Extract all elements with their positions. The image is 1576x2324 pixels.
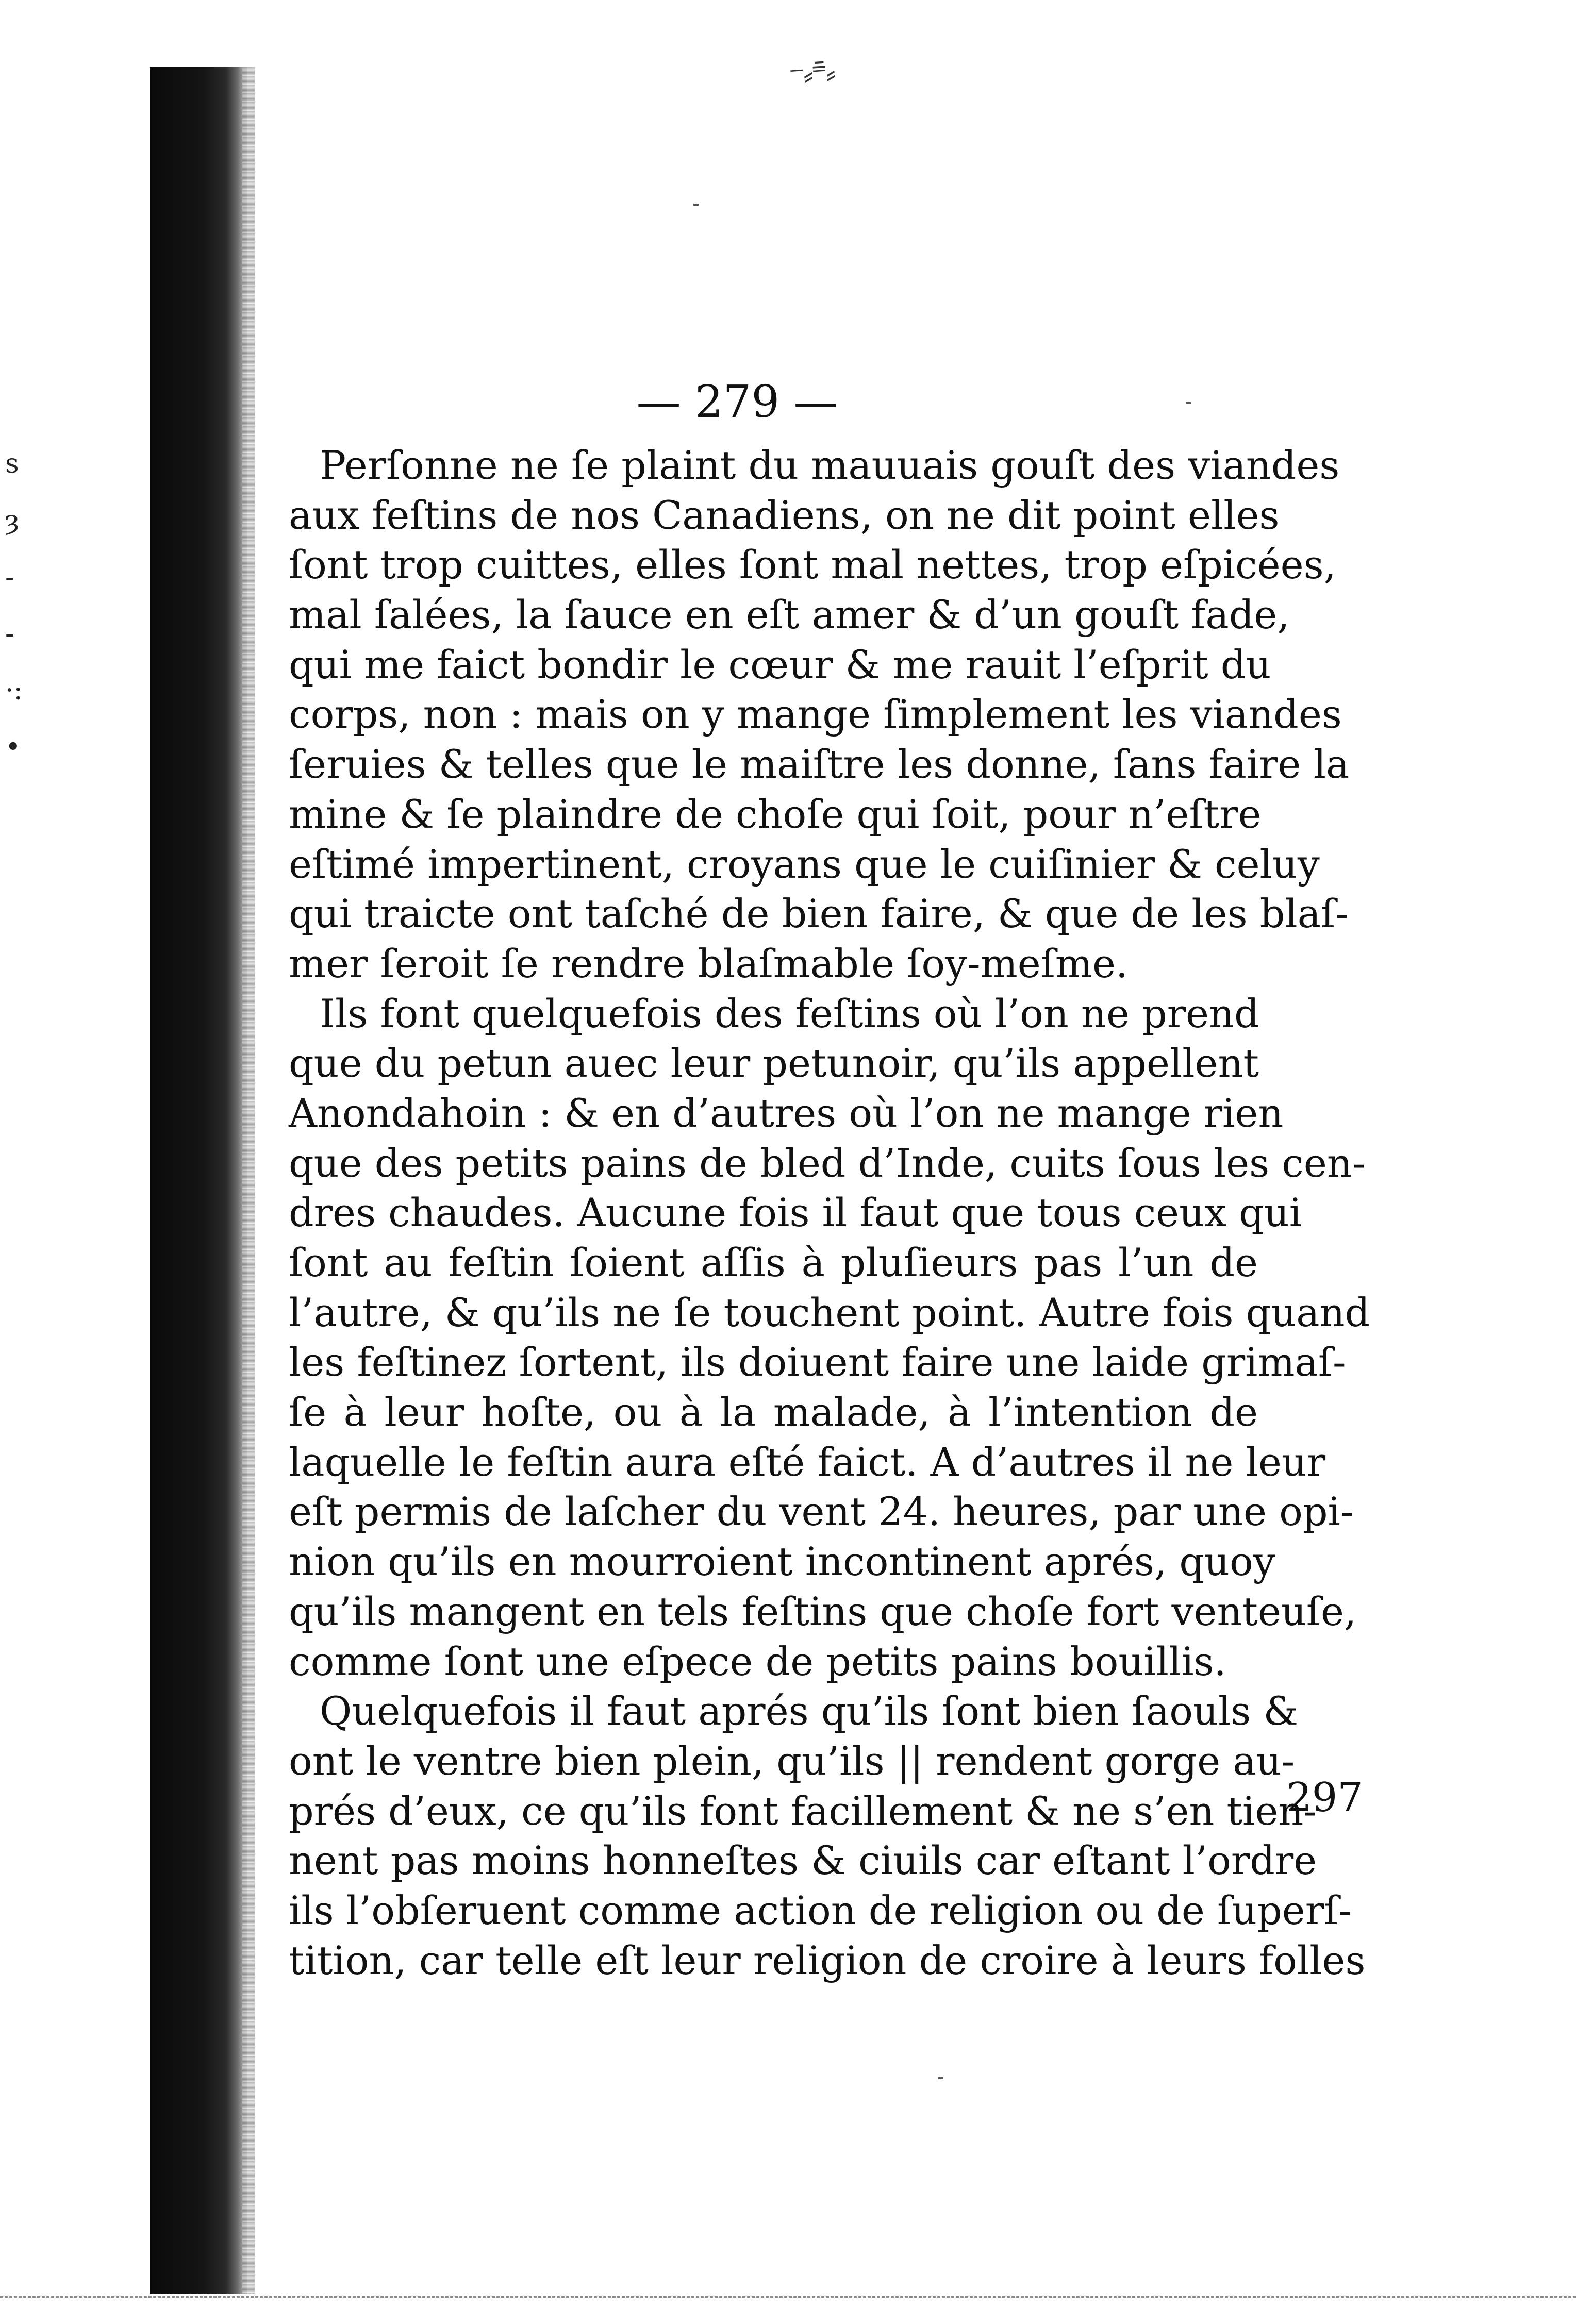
book-binding-shadow	[150, 67, 247, 2294]
text-line: nent pas moins honneſtes & ciuils car eſtant l’ordre	[289, 1837, 1317, 1884]
text-line: qu’ils mangent en tels feſtins que choſe fort venteuſe,	[289, 1588, 1357, 1634]
margin-mark: -	[5, 562, 14, 593]
text-line: Perſonne ne ſe plaint du mauuais gouſt des viandes	[320, 442, 1340, 488]
page-number-header: — 279 —	[636, 376, 838, 428]
margin-mark: -	[5, 618, 14, 649]
margin-mark: s	[5, 448, 19, 479]
stray-speck	[1186, 402, 1191, 404]
text-line: laquelle le feſtin aura eſté faict. A d’autres il ne leur	[289, 1439, 1326, 1485]
text-line: eſt permis de laſcher du vent 24. heures, par une opi-	[289, 1489, 1354, 1535]
paragraph	[289, 989, 1370, 1687]
text-line: ſeruies & telles que le maiſtre les donne, ſans faire la	[289, 741, 1350, 788]
text-line: Anondahoin : & en d’autres où l’on ne mange rien	[289, 1090, 1284, 1136]
text-line: corps, non : mais on y mange ſimplement les viandes	[289, 691, 1342, 738]
paragraph	[289, 441, 1350, 989]
text-line: eſtimé impertinent, croyans que le cuiſinier & celuy	[289, 841, 1320, 887]
text-line: Quelquefois il faut aprés qu’ils ſont bien ſaouls &	[320, 1688, 1299, 1734]
margin-mark: •	[5, 732, 21, 763]
margin-mark: ·:	[5, 675, 23, 706]
text-line: que du petun auec leur petunoir, qu’ils appellent	[289, 1040, 1259, 1086]
text-line: l’autre, & qu’ils ne ſe touchent point. Autre fois quand	[289, 1289, 1370, 1335]
book-binding-edge	[242, 67, 255, 2294]
text-line: qui traicte ont taſché de bien faire, & que de les blaſ-	[289, 891, 1349, 937]
text-line: que des petits pains de bled d’Inde, cuits ſous les cen-	[289, 1140, 1366, 1186]
margin-mark: ȝ	[5, 505, 20, 536]
margin-page-number: 297	[1286, 1775, 1363, 1821]
text-line: ſe à leur hoſte, ou à la malade, à l’intention de	[289, 1389, 1258, 1435]
text-line: qui me faict bondir le cœur & me rauit l’eſprit du	[289, 641, 1271, 688]
text-line: ſont trop cuittes, elles ſont mal nettes, trop eſpicées,	[289, 542, 1336, 588]
text-line: mer ſeroit ſe rendre blaſmable ſoy-meſme.	[289, 940, 1129, 987]
text-line: mal ſalées, la ſauce en eſt amer & d’un gouſt fade,	[289, 592, 1290, 638]
text-line: comme ſont une eſpece de petits pains bouillis.	[289, 1638, 1226, 1684]
text-line: aux feſtins de nos Canadiens, on ne dit point elles	[289, 492, 1280, 538]
page-bottom-edge	[0, 2296, 1576, 2298]
text-line: prés d’eux, ce qu’ils font facillement & ne s’en tien-	[289, 1787, 1317, 1834]
text-line: ſont au feſtin ſoient aſſis à pluſieurs pas l’un de	[289, 1240, 1258, 1285]
text-line: dres chaudes. Aucune fois il faut que tous ceux qui	[289, 1190, 1302, 1236]
left-margin-marks	[5, 436, 36, 776]
stray-speck	[938, 2077, 943, 2079]
text-line: nion qu’ils en mourroient incontinent aprés, quoy	[289, 1539, 1275, 1585]
text-line: les feſtinez ſortent, ils doiuent faire une laide grimaſ-	[289, 1339, 1346, 1385]
text-line: ils l’obſeruent comme action de religion ou de ſuperſ-	[289, 1887, 1352, 1933]
stray-speck	[693, 204, 699, 206]
text-line: ont le ventre bien plein, qu’ils || rendent gorge au-	[289, 1737, 1295, 1784]
text-line: Ils font quelquefois des feſtins où l’on ne prend	[320, 990, 1259, 1036]
text-line: tition, car telle eſt leur religion de croire à leurs folles	[289, 1937, 1366, 1983]
text-line: mine & ſe plaindre de choſe qui ſoit, pour n’eſtre	[289, 791, 1262, 837]
ink-smudge-mark: ⁻⸗⁼̄⸗	[787, 55, 835, 94]
